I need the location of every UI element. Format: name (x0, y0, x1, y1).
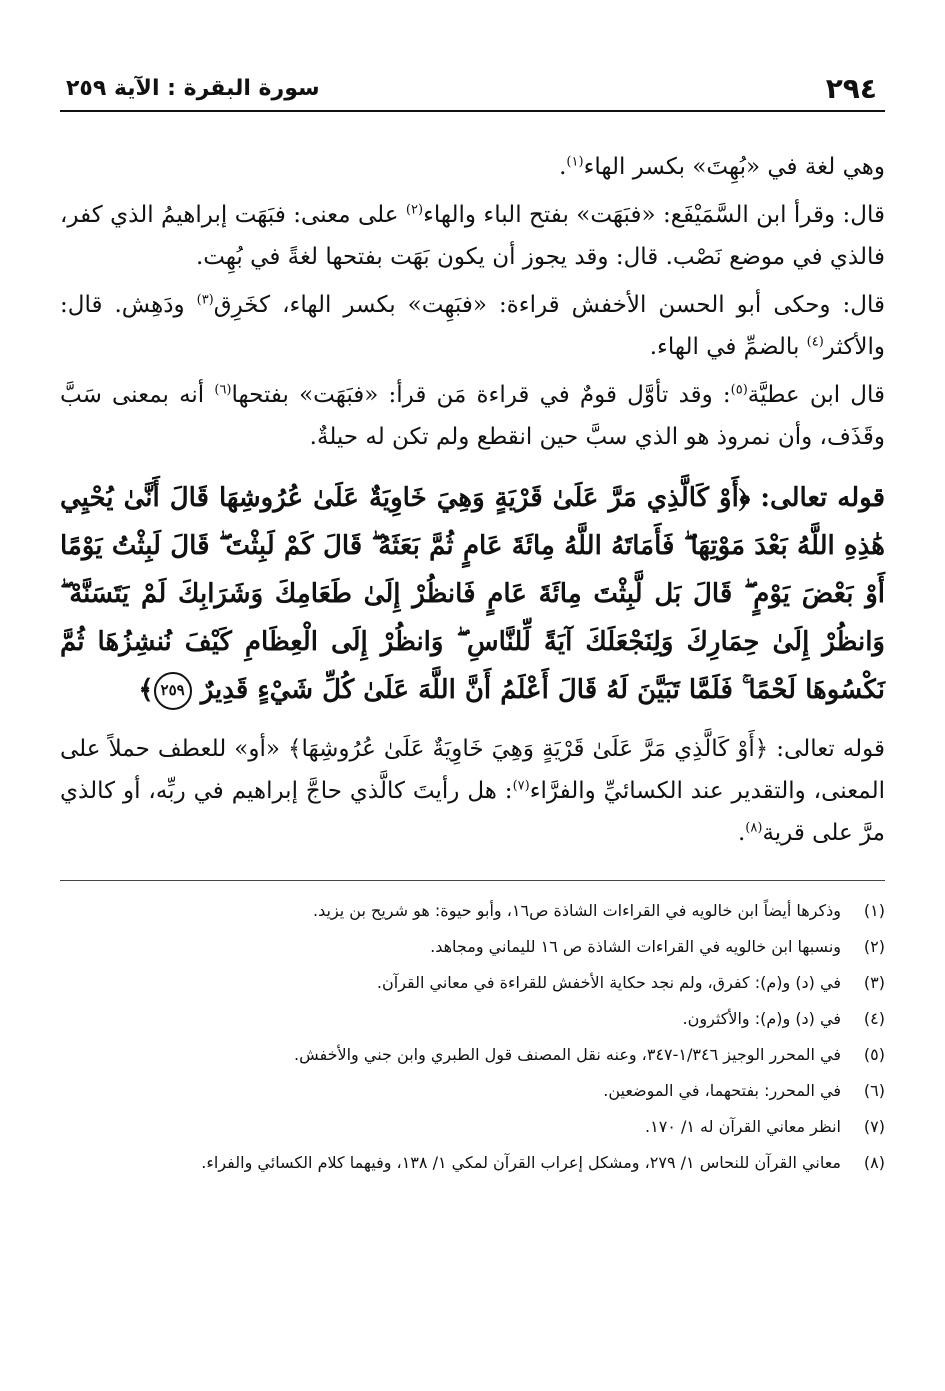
footnote-text: وذكرها أيضاً ابن خالويه في القراءات الشاذة ص١٦، وأبو حيوة: هو شريح بن يزيد. (313, 901, 841, 920)
paragraph-text: . (737, 820, 746, 846)
footnote (60, 1073, 885, 1109)
verse-text: ﴿أَوْ كَالَّذِي مَرَّ عَلَىٰ قَرْيَةٍ وَهِيَ خَاوِيَةٌ عَلَىٰ عُرُوشِهَا قَالَ أَنَّىٰ يُحْيِي هَٰذِهِ اللَّهُ بَعْدَ مَوْتِهَا ۖ فَأَمَاتَهُ اللَّهُ مِائَةَ عَامٍ ثُمَّ بَعَثَهُ ۖ قَالَ كَمْ لَبِثْتَ ۖ قَالَ لَبِثْتُ يَوْمًا أَوْ بَعْضَ يَوْمٍ ۖ قَالَ بَل لَّبِثْتَ مِائَةَ عَامٍ فَانظُرْ إِلَىٰ طَعَامِكَ وَشَرَابِكَ لَمْ يَتَسَنَّهْ ۖ وَانظُرْ إِلَىٰ حِمَارِكَ وَلِنَجْعَلَكَ آيَةً لِّلنَّاسِ ۖ وَانظُرْ إِلَى الْعِظَامِ كَيْفَ نُنشِزُهَا ثُمَّ نَكْسُوهَا لَحْمًا ۚ فَلَمَّا تَبَيَّنَ لَهُ قَالَ أَعْلَمُ أَنَّ اللَّهَ عَلَىٰ كُلِّ شَيْءٍ قَدِيرٌ (60, 483, 885, 705)
footnote-ref: (٧) (512, 778, 530, 794)
header-title: سورة البقرة : الآية ٢٥٩ (66, 76, 320, 101)
footnote-ref: (٢) (405, 202, 424, 218)
footnote (60, 1145, 885, 1181)
paragraph-text: وهي لغة في «بُهِتَ» بكسر الهاء (583, 154, 885, 180)
footnote-text: انظر معاني القرآن له ١/ ١٧٠. (645, 1117, 841, 1136)
footnote-text: في (د) و(م): كفرق، ولم نجد حكاية الأخفش للقراءة في معاني القرآن. (376, 973, 841, 992)
page-number: ٢٩٤ (825, 72, 877, 105)
paragraph-text: قال: وقرأ ابن السَّمَيْفَع: «فبَهَت» بفتح الباء والهاء (423, 202, 885, 228)
footnotes (60, 880, 885, 1181)
footnote-ref: (١) (566, 154, 584, 170)
footnote-number: (١) (863, 901, 885, 920)
footnote-number: (٦) (863, 1081, 885, 1100)
footnote-ref: (٦) (214, 382, 232, 398)
footnote-text: معاني القرآن للنحاس ١/ ٢٧٩، ومشكل إعراب القرآن لمكي ١/ ١٣٨، وفيهما كلام الكسائي والفراء. (201, 1153, 841, 1172)
footnote-text: في (د) و(م): والأكثرون. (682, 1009, 841, 1028)
footnote (60, 1037, 885, 1073)
footnote-number: (٥) (863, 1045, 885, 1064)
footnote (60, 1001, 885, 1037)
footnote (60, 893, 885, 929)
footnote-ref: (٥) (730, 382, 748, 398)
footnote (60, 965, 885, 1001)
paragraph (60, 284, 885, 368)
book-page (60, 70, 885, 1360)
paragraph (60, 146, 885, 188)
footnote-number: (٢) (863, 937, 885, 956)
footnote-number: (٧) (863, 1117, 885, 1136)
explanation-paragraph (60, 728, 885, 854)
paragraph-text: على معنى: فبَهَت إبراهيمُ الذي كفر، فالذي في موضع نَصْب. قال: وقد يجوز أن يكون بَهَت بفتحها لغةً في بُهِت. (60, 202, 885, 270)
quran-verse (60, 474, 885, 714)
paragraph (60, 374, 885, 458)
paragraph-text: ودَهِش. قال: والأكثر (60, 292, 885, 360)
footnote-number: (٨) (863, 1153, 885, 1172)
footnote-number: (٤) (863, 1009, 885, 1028)
paragraph (60, 194, 885, 278)
ayah-number-mark: ٢٥٩ (154, 672, 192, 710)
paragraph-text: . (559, 154, 567, 180)
paragraph-text: أنه بمعنى سَبَّ وقَذَف، وأن نمروذ هو الذي سبَّ حين انقطع ولم تكن له حيلةٌ. (60, 382, 885, 450)
footnote-text: في المحرر: بفتحهما، في الموضعين. (603, 1081, 841, 1100)
paragraph-text: : وقد تأوَّل قومٌ في قراءة مَن قرأ: «فبَهَت» بفتحها (231, 382, 731, 408)
commentary-text (60, 146, 885, 458)
footnote-ref: (٨) (745, 820, 763, 836)
paragraph-text: قال ابن عطيَّة (747, 382, 885, 408)
paragraph-text: قال: وحكى أبو الحسن الأخفش قراءة: «فبَهِت» بكسر الهاء، كخَرِق (213, 292, 885, 318)
footnote-number: (٣) (863, 973, 885, 992)
footnote (60, 929, 885, 965)
footnote-ref: (٤) (806, 334, 824, 350)
paragraph-text: قوله تعالى: ﴿أَوْ كَالَّذِي مَرَّ عَلَىٰ قَرْيَةٍ وَهِيَ خَاوِيَةٌ عَلَىٰ عُرُوشِهَا﴾ «أو» للعطف حملاً على المعنى، والتقدير عند الكسائيِّ والفرَّاء (60, 736, 885, 804)
paragraph-text: بالضمِّ في الهاء. (649, 334, 807, 360)
footnote-text: ونسبها ابن خالويه في القراءات الشاذة ص ١٦ لليماني ومجاهد. (430, 937, 841, 956)
running-header (60, 70, 885, 112)
footnote (60, 1109, 885, 1145)
verse-lead: قوله تعالى: (750, 483, 885, 513)
footnote-ref: (٣) (196, 292, 214, 308)
footnote-text: في المحرر الوجيز ١/٣٤٦-٣٤٧، وعنه نقل المصنف قول الطبري وابن جني والأخفش. (294, 1045, 841, 1064)
paragraph-text: : هل رأيتَ كالَّذي حاجَّ إبراهيم في ربِّه، أو كالذي مرَّ على قرية (60, 778, 885, 846)
verse-close-bracket: ﴾ (138, 675, 154, 705)
